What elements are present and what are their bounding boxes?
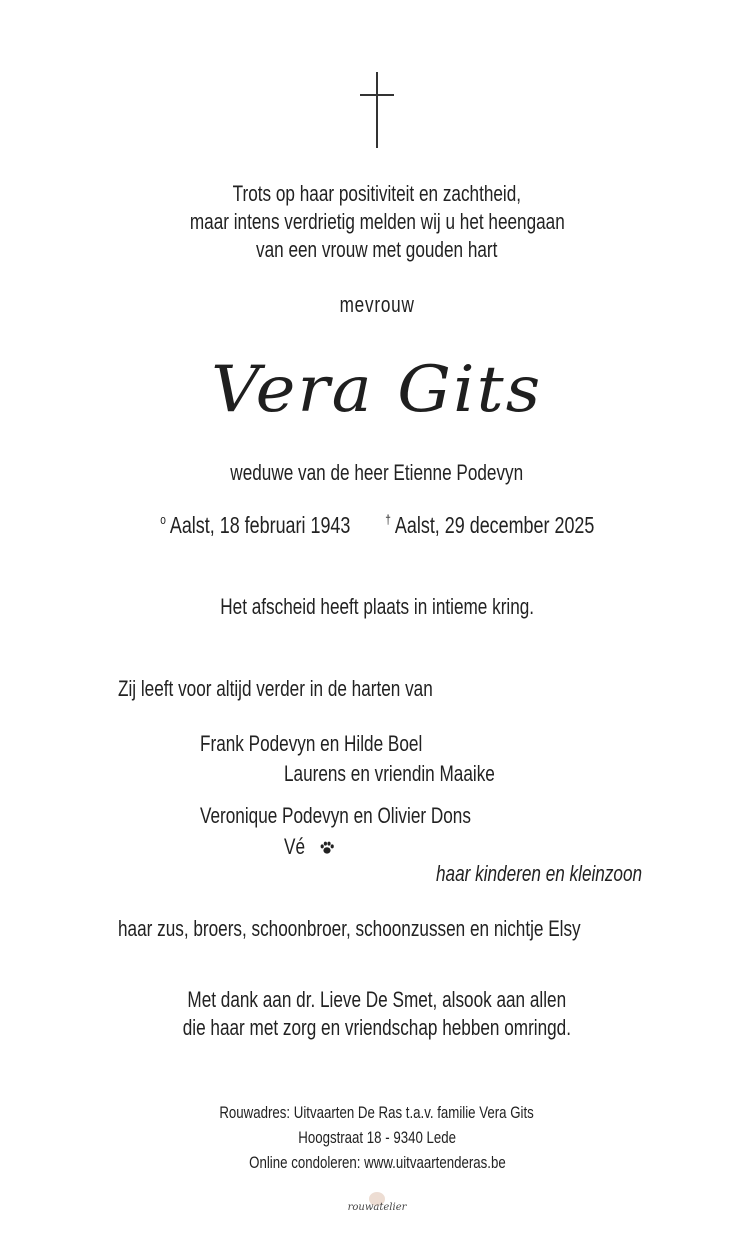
- footer-address-line: Rouwadres: Uitvaarten De Ras t.a.v. familie Vera Gits: [219, 1103, 535, 1122]
- intro-line-1: Trots op haar positiviteit en zachtheid,: [232, 181, 522, 206]
- deceased-name: Vera Gits: [211, 353, 543, 427]
- intro-line-2: maar intens verdrietig melden wij u het heengaan: [189, 209, 565, 234]
- birth-date: Aalst, 18 februari 1943: [169, 512, 351, 538]
- footer-street-line: Hoogstraat 18 - 9340 Lede: [298, 1128, 456, 1147]
- family-couple-1: Frank Podevyn en Hilde Boel: [200, 731, 423, 756]
- widow-line: weduwe van de heer Etienne Podevyn: [230, 460, 524, 485]
- footer: [0, 1100, 754, 1175]
- death-date: Aalst, 29 december 2025: [394, 512, 595, 538]
- birth-symbol: o: [159, 512, 166, 527]
- intro-text: [0, 180, 754, 264]
- death-symbol: †: [384, 512, 391, 527]
- intro-line-3: van een vrouw met gouden hart: [256, 237, 498, 262]
- siblings-line: haar zus, broers, schoonbroer, schoonzussen en nichtje Elsy: [118, 916, 581, 941]
- footer-website-line[interactable]: Online condoleren: www.uitvaartenderas.be: [248, 1153, 506, 1172]
- thanks-line-1: Met dank aan dr. Lieve De Smet, alsook aan allen: [187, 987, 567, 1012]
- lives-on-text: Zij leeft voor altijd verder in de harten van: [118, 676, 433, 701]
- thanks-text: [0, 986, 754, 1042]
- title-prefix: mevrouw: [339, 292, 415, 317]
- family-couple-1-child: Laurens en vriendin Maaike: [284, 761, 495, 786]
- family-couple-2: Veronique Podevyn en Olivier Dons: [200, 803, 471, 828]
- paw-icon: [319, 840, 335, 856]
- family-couple-2-child: Vé: [284, 834, 335, 860]
- dates-line: [0, 512, 754, 539]
- children-summary: haar kinderen en kleinzoon: [436, 861, 643, 886]
- cross-icon: [360, 72, 394, 148]
- thanks-line-2: die haar met zorg en vriendschap hebben omringd.: [182, 1015, 572, 1040]
- farewell-text: Het afscheid heeft plaats in intieme kring.: [220, 594, 534, 619]
- rouwatelier-logo: rouwatelier: [335, 1192, 419, 1222]
